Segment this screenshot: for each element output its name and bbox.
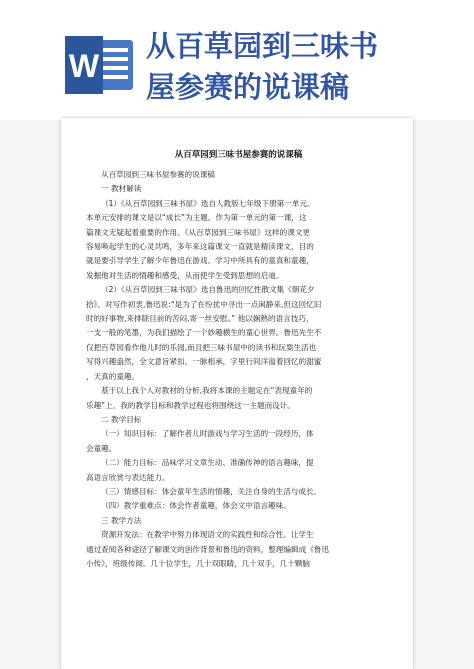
banner-title-line1: 从百草园到三味书	[146, 29, 379, 63]
text-line: （四）教学重难点：体会作者童趣，体会文中语言趣味。	[101, 501, 291, 511]
text-line: 通过查阅各种途径了解课文的创作背景和鲁迅的资料，整理编辑成《鲁迅	[86, 544, 329, 554]
text-line: 一 教材解读	[101, 184, 142, 194]
text-line: 从百草园到三味书屋参赛的说课稿	[101, 170, 215, 179]
text-line: （一）知识目标：了解作者儿时游戏与学习生活的一段经历，体	[101, 429, 314, 439]
text-line: 时的好事物,来排除目前的苦闷,寄一丝安慰。” 他以娴熟的语言技巧，	[86, 314, 314, 324]
text-line: 二 教学目标	[101, 414, 142, 424]
text-line: （1）《从百草园到三味书屋》选自人教版七年级下册第一单元。	[101, 198, 315, 208]
document-text	[86, 168, 391, 571]
document-banner	[0, 0, 474, 120]
word-icon	[63, 34, 135, 96]
text-line: ，天真的童趣。	[86, 371, 140, 381]
document-page	[61, 118, 413, 669]
text-line: 拾》。对写作初衷,鲁迅说:“是为了在纷扰中寻出一点闲静来,但这回忆旧	[86, 299, 322, 309]
text-line: 基于以上我个人对教材的分析,我将本课的主题定在“表现童年的	[101, 386, 313, 396]
text-line: 本单元安排的课文是以“成长”为主题。作为第一单元的第一课，这	[86, 213, 307, 223]
text-line: 乐趣”上。我的教学目标和教学过程也将围绕这一主题而设计。	[86, 400, 295, 410]
banner-title	[146, 26, 466, 108]
text-line: 发掘他对生活的情趣和感受，从而使学生受到思想的启迪。	[86, 270, 284, 280]
text-line: （2）《从百草园到三味书屋》选自鲁迅的回忆性散文集《朝花夕	[101, 285, 315, 295]
text-line: 会童趣。	[86, 443, 117, 453]
text-line: 三 教学方法	[101, 515, 142, 525]
text-line: 写得兴趣盎然，全文意旨紧扣，一脉相承，字里行间洋溢着回忆的甜蜜	[86, 357, 322, 367]
text-line: 仅把百草园看作他儿时的乐园,而且把三味书屋中的读书和玩耍生活也	[86, 342, 317, 352]
banner-title-line2: 屋参赛的说课稿	[146, 70, 350, 104]
text-line: （三）情感目标：体会童年生活的情趣，关注自身的生活与成长。	[101, 486, 322, 496]
text-line: 篇课文无疑起着重要的作用。《从百草园到三味书屋》这样的课文更	[86, 227, 311, 237]
text-line: 资源开发法：在教学中努力体现语文的实践性和综合性。让学生	[101, 530, 314, 540]
document-title: 从百草园到三味书屋参赛的说课稿	[174, 150, 303, 160]
document-body	[86, 148, 391, 571]
text-line: 就是要引导学生了解少年鲁迅在游戏、学习中所具有的童真和童趣，	[86, 256, 314, 266]
text-line: 容易唤起学生的心灵共鸣，多年来这篇课文一直就是精读课文，目的	[86, 242, 314, 252]
text-line: 高语言欣赏与表达能力。	[86, 472, 170, 482]
text-line: 一支一般的笔墨，为我们描绘了一个妙趣横生的童心世界。鲁迅先生不	[86, 328, 322, 338]
text-line: 小传》，班级传阅。几十位学生，几十双眼睛，几十双手，几十颗脑	[86, 558, 311, 568]
text-line: （二）能力目标：品味学习文章生动、准确传神的语言趣味，提	[101, 458, 314, 468]
svg-text:W: W	[68, 48, 100, 84]
